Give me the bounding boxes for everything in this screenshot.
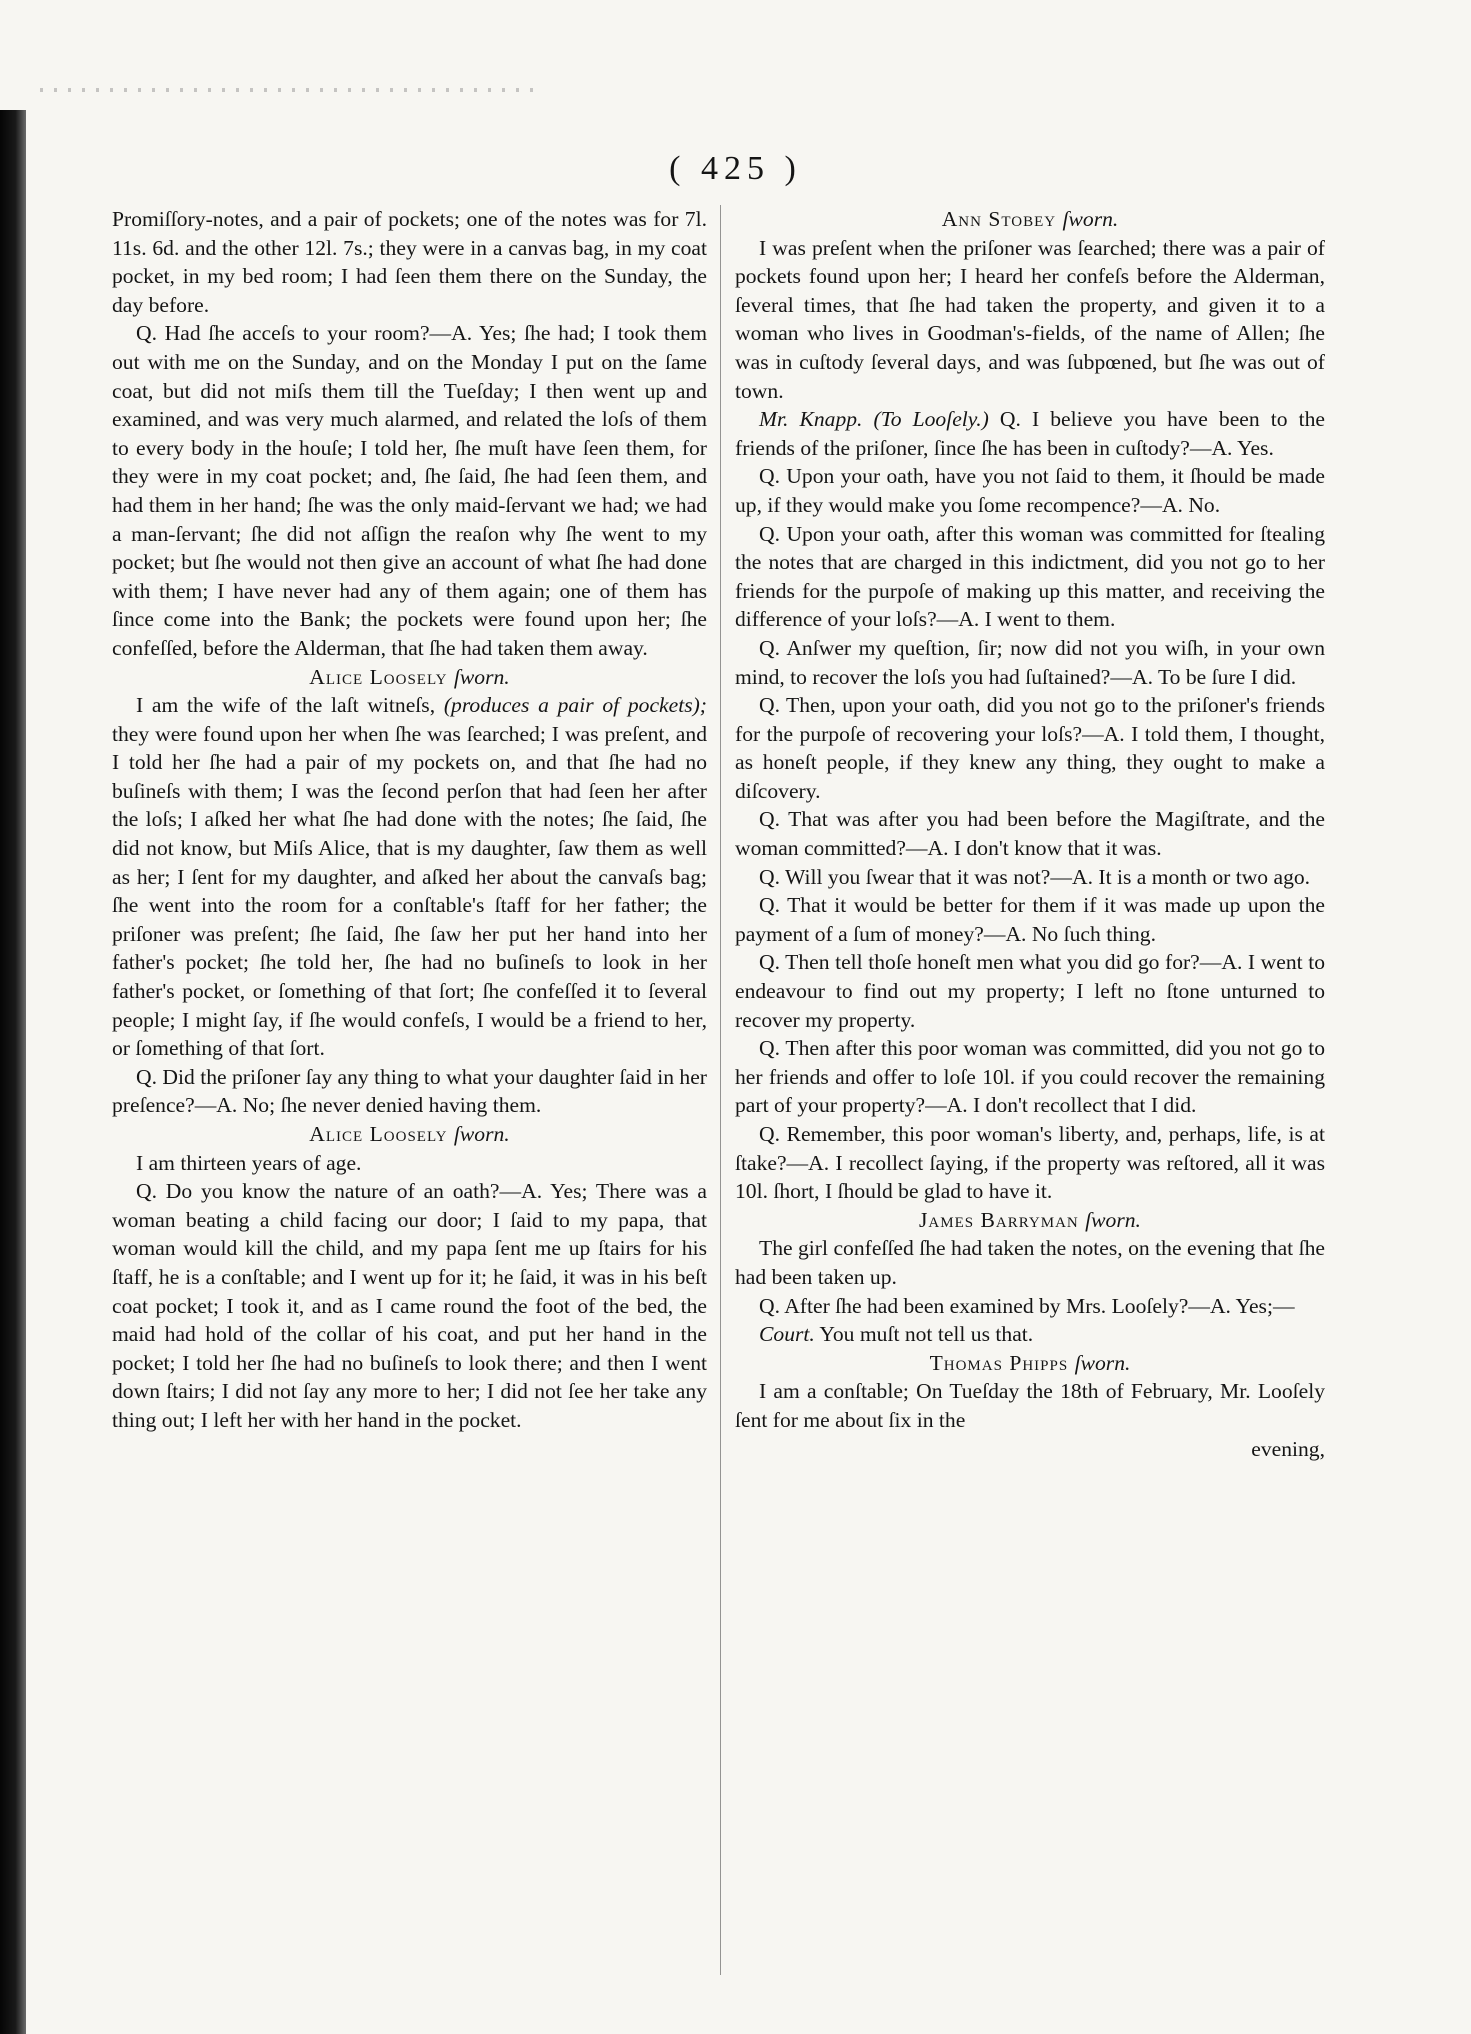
paragraph: Q. That was after you had been before the Magiſtrate, and the woman committed?—A. I don't know that it was. (735, 807, 1325, 861)
witness-name: Thomas Phipps (929, 1350, 1069, 1375)
paragraph: Q. Then, upon your oath, did you not go to the priſoner's friends for the purpoſe of recovering your loſs?—A. I told them, I thought, as honeſt people, if they knew any thing, they ought to make a diſcovery. (735, 693, 1325, 803)
paragraph: Q. After ſhe had been examined by Mrs. Looſely?—A. Yes;— (759, 1293, 1295, 1318)
text-run: You muſt not tell us that. (819, 1322, 1034, 1347)
witness-heading (112, 663, 707, 692)
column-divider (720, 205, 721, 1975)
witness-name: Alice Loosely (309, 664, 448, 689)
page-speckle (40, 88, 540, 92)
paragraph (735, 405, 1325, 462)
paragraph: Promiſſory-notes, and a pair of pockets; one of the notes was for 7l. 11s. 6d. and the other 12l. 7s.; they were in a canvas bag, in my coat pocket, in my bed room; I had ſeen them there on the Sunday, the day before. (112, 207, 707, 317)
witness-name: Ann Stobey (941, 207, 1057, 231)
paragraph: Q. Remember, this poor woman's liberty, and, perhaps, life, is at ſtake?—A. I recollect ſaying, if the property was reſtored, all it was 10l. ſhort, I ſhould be glad to have it. (735, 1122, 1325, 1204)
witness-heading (112, 1120, 707, 1149)
page-number: ( 425 ) (669, 150, 802, 187)
left-column (112, 205, 707, 1435)
paragraph: Q. Then tell thoſe honeſt men what you did go for?—A. I went to endeavour to find out my property; I left no ſtone unturned to recover my property. (735, 950, 1325, 1032)
speaker-label: Mr. Knapp. (To Looſely.) (759, 407, 989, 432)
stage-direction: (produces a pair of pockets); (443, 693, 708, 718)
paragraph: The girl confeſſed ſhe had taken the notes, on the evening that ſhe had been taken up. (735, 1236, 1325, 1289)
text-run: Q. I believe you have been to the friends of the priſoner, ſince ſhe has been in cuſtody?—A. Yes. (735, 407, 1325, 460)
witness-heading (735, 1206, 1325, 1235)
sworn-label: ſworn. (1062, 207, 1119, 231)
sworn-label: ſworn. (453, 664, 510, 689)
paragraph: Q. Upon your oath, have you not ſaid to them, it ſhould be made up, if they would make you ſome recompence?—A. No. (735, 464, 1325, 517)
speaker-label: Court. (759, 1322, 815, 1347)
paragraph (735, 1320, 1325, 1349)
sworn-label: ſworn. (1074, 1350, 1131, 1375)
witness-heading (735, 205, 1325, 234)
paragraph: Q. Then after this poor woman was committed, did you not go to her friends and offer to loſe 10l. if you could recover the remaining part of your property?—A. I don't recollect that I did. (735, 1036, 1325, 1118)
witness-heading (735, 1349, 1325, 1378)
catchword: evening, (1251, 1436, 1325, 1461)
paragraph (112, 691, 707, 1063)
witness-name: James Barryman (919, 1207, 1079, 1232)
text-run: I am the wife of the laſt witneſs, (136, 693, 436, 718)
sworn-label: ſworn. (453, 1122, 510, 1146)
paragraph: Q. Had ſhe acceſs to your room?—A. Yes; ſhe had; I took them out with me on the Sunday, and on the Monday I put on the ſame coat, but did not miſs them till the Tueſday; I then went up and examined, and was very much alarmed, and related the loſs of them to every body in the houſe; I told her, ſhe muſt have ſeen them, for they were in my coat pocket; and, ſhe ſaid, ſhe had ſeen them, and had them in her hand; ſhe was the only maid-ſervant we had; we had a man-ſervant; ſhe did not aſſign the reaſon why ſhe went to my pocket; but ſhe would not then give an account of what ſhe had done with them; I have never had any of them again; one of them has ſince come into the Bank; the pockets were found upon her; ſhe confeſſed, before the Alderman, that ſhe had taken them away. (112, 321, 707, 660)
paragraph: Q. Upon your oath, after this woman was committed for ſtealing the notes that are charged in this indictment, did you not go to her friends for the purpoſe of making up this matter, and receiving the difference of your loſs?—A. I went to them. (735, 521, 1325, 632)
right-column (735, 205, 1325, 1463)
paragraph: Q. Anſwer my queſtion, ſir; now did not you wiſh, in your own mind, to recover the loſs you had ſuſtained?—A. To be ſure I did. (735, 635, 1325, 689)
paragraph: Q. That it would be better for them if it was made up upon the payment of a ſum of money?—A. No ſuch thing. (735, 893, 1325, 946)
paragraph: I am thirteen years of age. (136, 1150, 362, 1175)
paragraph: I was preſent when the priſoner was ſearched; there was a pair of pockets found upon her; I heard her confeſs before the Alderman, ſeveral times, that ſhe had taken the property, and given it to a woman who lives in Goodman's-fields, of the name of Allen; ſhe was in cuſtody ſeveral days, and was ſubpœned, but ſhe was out of town. (735, 235, 1325, 403)
text-run: they were found upon her when ſhe was ſearched; I was preſent, and I told her ſhe had a pair of my pockets on, and that ſhe had no buſineſs with them; I was the ſecond perſon that had ſeen her after the loſs; I aſked her what ſhe had done with the notes; ſhe ſaid, ſhe did not know, but Miſs Alice, that is my daughter, ſaw them as well as her; I ſent for my daughter, and aſked her about the canvaſs bag; ſhe went into the room for a conſtable's ſtaff for her father; the priſoner was preſent; ſhe ſaid, ſhe ſaw her put her hand into her father's pocket; ſhe told her, ſhe had no buſineſs to look in her father's pocket, or ſomething of that ſort; ſhe confeſſed it to ſeveral people; I might ſay, if ſhe would confeſs, I would be a friend to her, or ſomething of that ſort. (112, 721, 707, 1061)
paragraph: I am a conſtable; On Tueſday the 18th of February, Mr. Looſely ſent for me about ſix in the (735, 1379, 1325, 1432)
paragraph: Q. Do you know the nature of an oath?—A. Yes; There was a woman beating a child facing our door; I ſaid to my papa, that woman would kill the child, and my papa ſent me up ſtairs for his ſtaff, he is a conſtable; and I went up for it; he ſaid, it was in his beſt coat pocket; I took it, and as I came round the foot of the bed, the maid had hold of the collar of his coat, and put her hand in the pocket; I told her ſhe had no buſineſs to look there; and then I went down ſtairs; I did not ſay any more to her; I did not ſee her take any thing out; I left her with her hand in the pocket. (112, 1179, 707, 1432)
witness-name: Alice Loosely (309, 1122, 448, 1146)
paragraph: Q. Did the priſoner ſay any thing to what your daughter ſaid in her preſence?—A. No; ſhe never denied having them. (112, 1064, 707, 1118)
paragraph: Q. Will you ſwear that it was not?—A. It is a month or two ago. (759, 864, 1311, 889)
sworn-label: ſworn. (1085, 1207, 1141, 1232)
binding-edge (0, 110, 26, 2034)
